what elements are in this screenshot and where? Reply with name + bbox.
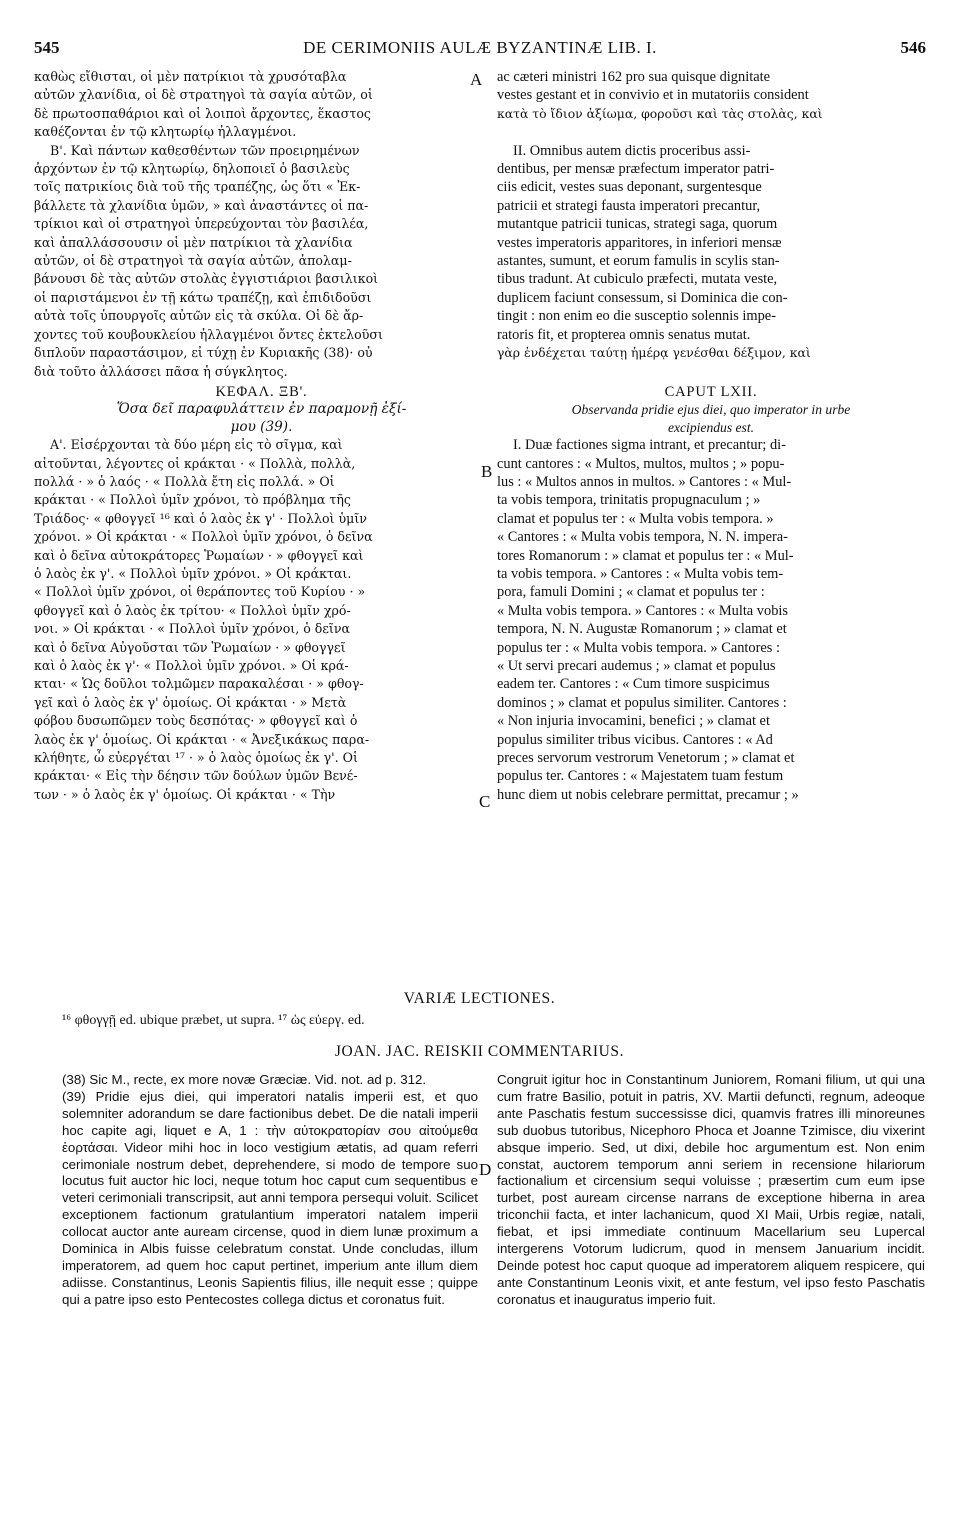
margin-marker-a: A	[470, 70, 483, 89]
greek-line: διπλοῦν παραστάσιμον, εἰ τύχῃ ἐν Κυριακῆς (38)· οὐ	[34, 345, 373, 361]
latin-line: duplicem faciunt consessum, si Dominica die con-	[497, 289, 788, 306]
latin-line: II. Omnibus autem dictis proceribus assi-	[513, 142, 751, 159]
greek-line: λαὸς ἐκ γ' ὁμοίως. Οἱ κράκται · « Ἀνεξικάκως παρα-	[34, 731, 370, 747]
margin-marker-b: B	[481, 462, 493, 481]
latin-line: clamat et populus ter : « Multa vobis tempora. »	[497, 510, 774, 527]
greek-subtitle-line: Ὅσα δεῖ παραφυλάττειν ἐν παραμονῇ ἐξί-	[116, 401, 407, 418]
greek-line: οἱ παριστάμενοι ἐν τῇ κάτω τραπέζῃ, καὶ ἐπιδιδοῦσι	[34, 289, 372, 305]
greek-line: φθογγεῖ καὶ ὁ λαὸς ἐκ τρίτου· « Πολλοὶ ὑμῖν χρό-	[34, 602, 351, 618]
latin-line: populus similiter tribus vicibus. Cantores : « Ad	[497, 731, 773, 748]
greek-line: κράκται· « Εἰς τὴν δέησιν τῶν δούλων ὑμῶν Βενέ-	[34, 768, 358, 784]
latin-line: populus ter : « Multa vobis tempora. » Cantores :	[497, 639, 780, 656]
greek-line: Α'. Εἰσέρχονται τὰ δύο μέρη εἰς τὸ σῖγμα, καὶ	[50, 437, 343, 453]
page-number-left: 545	[34, 38, 60, 57]
greek-subtitle-line: μου (39).	[230, 418, 293, 435]
latin-line: I. Duæ factiones sigma intrant, et precantur; di-	[513, 437, 786, 454]
greek-line: νοι. » Οἱ κράκται · « Πολλοὶ ὑμῖν χρόνοι, ὁ δεῖνα	[34, 621, 351, 637]
greek-line: δὲ πρωτοσπαθάριοι καὶ οἱ λοιποὶ ἄρχοντες, ἕκαστος	[34, 105, 371, 121]
greek-line: των · » ὁ λαὸς ἐκ γ' ὁμοίως. Οἱ κράκται · « Τὴν	[34, 786, 336, 802]
latin-subtitle-line: Observanda pridie ejus diei, quo imperator in urbe	[571, 402, 851, 418]
latin-line: astantes, sumunt, et eorum famulis in scylis stan-	[497, 253, 780, 270]
latin-line: tores Romanorum : » clamat et populus ter : « Mul-	[497, 547, 794, 564]
latin-line: tingit : non enim eo die susceptio solennis impe-	[497, 308, 776, 325]
latin-subtitle-line: excipiendus est.	[667, 419, 755, 435]
greek-chapter-heading: ΚΕΦΑΛ. ΞΒ'.	[215, 383, 308, 400]
latin-line: cunt cantores : « Multos, multos, multos ; » popu-	[497, 455, 785, 472]
greek-line: κράκται · « Πολλοὶ ὑμῖν χρόνοι, τὸ πρόβλημα τῆς	[34, 492, 351, 508]
latin-line: tempora, N. N. Augustæ Romanorum ; » clamat et	[497, 621, 787, 638]
latin-line: ratoris fit, et propterea omnis senatus mutat.	[497, 326, 751, 343]
greek-line: αὐτὰ τοῖς ὑπουργοῖς αὐτῶν εἰς τὰ σκύλα. Οἱ δὲ ἄρ-	[34, 308, 364, 324]
greek-line: βάλλετε τὰ χλανίδια ὑμῶν, » καὶ ἀναστάντες οἱ πα-	[34, 197, 369, 213]
latin-line: mutantque patricii tunicas, strategi saga, quorum	[497, 216, 778, 233]
greek-line: καὶ ὁ δεῖνα αὐτοκράτορες Ῥωμαίων · » φθογγεῖ καὶ	[34, 547, 364, 563]
greek-line: φόβου δυσωπῶμεν τοὺς δεσπότας· » φθογγεῖ καὶ ὁ	[34, 713, 358, 729]
greek-line: αὐτῶν χλανίδια, οἱ δὲ στρατηγοὶ τὰ σαγία αὐτῶν, οἱ	[34, 87, 373, 103]
greek-line: πολλά · » ὁ λαός · « Πολλὰ ἔτη εἰς πολλά. » Οἱ	[34, 473, 335, 489]
latin-line: hunc diem ut nobis celebrare permittat, precamur ; »	[497, 786, 799, 803]
latin-line	[497, 123, 925, 141]
greek-line: τρίκιοι καὶ οἱ στρατηγοὶ ὑπερεύχονται τὸν βασιλέα,	[34, 216, 369, 232]
greek-line: Τριάδος· « φθογγεῖ ¹⁶ καὶ ὁ λαὸς ἐκ γ' · Πολλοὶ ὑμῖν	[34, 510, 367, 526]
latin-line: populus ter. Cantores : « Majestatem tuam festum	[497, 768, 784, 785]
latin-line: « Multa vobis tempora. » Cantores : « Multa vobis	[497, 602, 788, 619]
latin-line	[497, 363, 925, 381]
latin-line: ta vobis tempora, trinitatis propugnaculum ; »	[497, 492, 761, 509]
greek-line: καὶ ἀπαλλάσσουσιν οἱ μὲν πατρίκιοι τὰ χλανίδια	[34, 234, 353, 250]
greek-line: χρόνοι. » Οἱ κράκται · « Πολλοὶ ὑμῖν χρόνοι, ὁ δεῖνα	[34, 529, 373, 545]
greek-line: « Πολλοὶ ὑμῖν χρόνοι, οἱ θεράποντες τοῦ Κυρίου · »	[34, 584, 366, 600]
page-number-right: 546	[900, 38, 926, 57]
latin-line: « Ut servi precari audemus ; » clamat et populus	[497, 658, 776, 674]
latin-line: lus : « Multos annos in multos. » Cantores : « Mul-	[497, 473, 792, 490]
latin-chapter-heading: CAPUT LXII.	[664, 383, 758, 400]
greek-line: Β'. Καὶ πάντων καθεσθέντων τῶν προειρημένων	[50, 142, 360, 158]
margin-marker-d: D	[479, 1160, 492, 1179]
latin-line: preces servorum vestrorum Venetorum ; » clamat et	[497, 750, 795, 767]
greek-line: κται· « Ὡς δοῦλοι τολμῶμεν παρακαλέσαι · » φθογ-	[34, 676, 364, 692]
latin-line: « Non injuria invocamini, benefici ; » clamat et	[497, 713, 770, 730]
commentary-left-column	[62, 1072, 478, 1309]
greek-line: ὁ λαὸς ἐκ γ'. « Πολλοὶ ὑμῖν χρόνοι. » Οἱ κράκται.	[34, 565, 352, 581]
commentary-note-39: (39) Pridie ejus diei, qui imperatori natalis imperii est, et quo solemniter adorandum se dare factionibus debet. De die natali imperii hoc capite agi, liquet e A, 1 : τὴν αὐτοκρατορίαν σου αἰτούμεθα ἑορτάσαι. Videor mihi hoc in loco vestigium ætatis, ad quam referri cerimoniale nostrum debet, deprehendere, si modo de tempore suo locutus fuit auctor hic loci, neque totum hoc caput cum sequentibus e veteri cerimoniali transcripsit, aut anni tempora persequi voluit. Scilicet exceptionem factionum gratulantium imperatori natalem imperii collocat auctor ante auream circense, quod in diem lunæ proximum a Dominica in Albis fuisse celebratum constat. Unde concludas, illum imperatorem, ad quem hoc caput pertinet, imperium ante illum diem adiisse. Constantinus, Leonis Sapientis filius, ille nequit esse ; quippe qui a patre ipso esto Pentecostes collega dictus et coronatus fuit.	[62, 1088, 478, 1307]
greek-line: διὰ τοῦτο ἀλλάσσει πᾶσα ἡ σύγκλητος.	[34, 363, 288, 379]
latin-line: patricii et strategi fausta imperatori precantur,	[497, 197, 761, 214]
greek-line: αἰτοῦνται, λέγοντες οἱ κράκται · « Πολλὰ, πολλὰ,	[34, 455, 356, 471]
running-header	[34, 38, 926, 62]
greek-line: καθὼς εἴθισται, οἱ μὲν πατρίκιοι τὰ χρυσόταβλα	[34, 69, 347, 84]
commentary-right-column	[497, 1072, 925, 1309]
greek-line: αὐτῶν, οἱ δὲ στρατηγοὶ τὰ σαγία αὐτῶν, ἀπολαμ-	[34, 253, 352, 269]
latin-line: dentibus, per mensæ præfectum imperator patri-	[497, 161, 775, 178]
latin-line: tibus tradunt. At cubiculo præfecti, mutata veste,	[497, 271, 778, 288]
greek-line: καὶ ὁ δεῖνα Αὐγοῦσται τῶν Ῥωμαίων · » φθογγεῖ	[34, 639, 346, 655]
latin-line: eadem ter. Cantores : « Cum timore suspicimus	[497, 676, 770, 693]
variae-lectiones-note: ¹⁶ φθογγῇ ed. ubique præbet, ut supra. ¹⁷ ὡς εὐεργ. ed.	[62, 1013, 365, 1028]
latin-line: pora, famuli Domini ; « clamat et populus ter :	[497, 584, 765, 601]
commentary-continuation: Congruit igitur hoc in Constantinum Juniorem, Romani filium, ut qui una cum fratre Basilio, potuit in patris, XV. Martii defuncti, regnum, adeoque ante Paschatis festum successisse dici, quamvis fratres illi minoreunes sub duobus tutoribus, Nicephoro Phoca et Joanne Tzimisce, diu vixerint absque imperio. Sed, ut dixi, debile hoc argumentum est. Non enim constat, auctorem temporum anni seriem in recensione hilariorum factionalium et circensium sequi voluisse ; præsertim cum eum ipse turbet, post auream circense narrans de exceptione hiberna in area triconchii facta, et inter lachanicum, quod XI Maii, Urbis regiæ, natali, fiebat, et ipsi immediate continuum Macellarium seu Lupercal intergerens Votorum ludicrum, quod in mensem Januarium incidit. Deinde potest hoc caput quoque ad imperatorem aliquem respicere, qui ante Constantinum Leonis vixit, et ante festum, vel ipso festo Paschatis coronatus et inauguratus imperio fuit.	[497, 1072, 925, 1307]
latin-line: ta vobis tempora. » Cantores : « Multa vobis tem-	[497, 565, 784, 582]
greek-line: καὶ ὁ λαὸς ἐκ γ'· « Πολλοὶ ὑμῖν χρόνοι. » Οἱ κρά-	[34, 658, 349, 673]
latin-column	[497, 68, 925, 804]
latin-line: vestes gestant et in convivio et in mutatoriis consident	[497, 87, 809, 104]
greek-line: χοντες τοῦ κουβουκλείου ἠλλαγμένοι ὄντες ἐκτελοῦσι	[34, 326, 383, 342]
greek-line: καθέζονται ἐν τῷ κλητωρίῳ ἠλλαγμένοι.	[34, 124, 297, 140]
greek-line: γεῖ καὶ ὁ λαὸς ἐκ γ' ὁμοίως. Οἱ κράκται · » Μετὰ	[34, 694, 347, 710]
running-title: DE CERIMONIIS AULÆ BYZANTINÆ LIB. I.	[303, 38, 657, 57]
latin-line: vestes imperatoris apparitores, in inferiori mensæ	[497, 234, 782, 251]
variae-lectiones-heading: VARIÆ LECTIONES.	[403, 990, 556, 1007]
greek-continuation-line: γὰρ ἐνδέχεται ταύτῃ ἡμέρᾳ γενέσθαι δέξιμον, καὶ	[497, 345, 811, 361]
commentary-note-38: (38) Sic M., recte, ex more novæ Græciæ. Vid. not. ad p. 312.	[62, 1072, 427, 1087]
margin-marker-c: C	[479, 792, 491, 811]
greek-chapter-subtitle	[34, 401, 489, 436]
greek-line: τοῖς πατρικίοις διὰ τοῦ τῆς τραπέζης, ὡς ὅτι « Ἐκ-	[34, 179, 361, 195]
latin-line: ciis edicit, vestes suas deponant, surgentesque	[497, 179, 762, 196]
latin-line: ac cæteri ministri 162 pro sua quisque dignitate	[497, 69, 770, 85]
latin-line: « Cantores : « Multa vobis tempora, N. N. impera-	[497, 529, 788, 546]
greek-column	[34, 68, 489, 804]
greek-line: ἀρχόντων ἐν τῷ κλητωρίῳ, δηλοποιεῖ ὁ βασιλεὺς	[34, 161, 350, 177]
greek-continuation-line: κατὰ τὸ ἴδιον ἀξίωμα, φοροῦσι καὶ τὰς στολὰς, καὶ	[497, 105, 823, 121]
greek-line: κλήθητε, ὦ εὐεργέται ¹⁷ · » ὁ λαὸς ὁμοίως ἐκ γ'. Οἱ	[34, 750, 358, 766]
commentary-heading: JOAN. JAC. REISKII COMMENTARIUS.	[334, 1043, 625, 1060]
latin-chapter-subtitle	[497, 401, 925, 436]
latin-line: dominos ; » clamat et populus similiter. Cantores :	[497, 694, 787, 711]
greek-line: βάνουσι δὲ τὰς αὐτῶν στολὰς ἐγγιστιάριοι βασιλικοὶ	[34, 271, 379, 287]
